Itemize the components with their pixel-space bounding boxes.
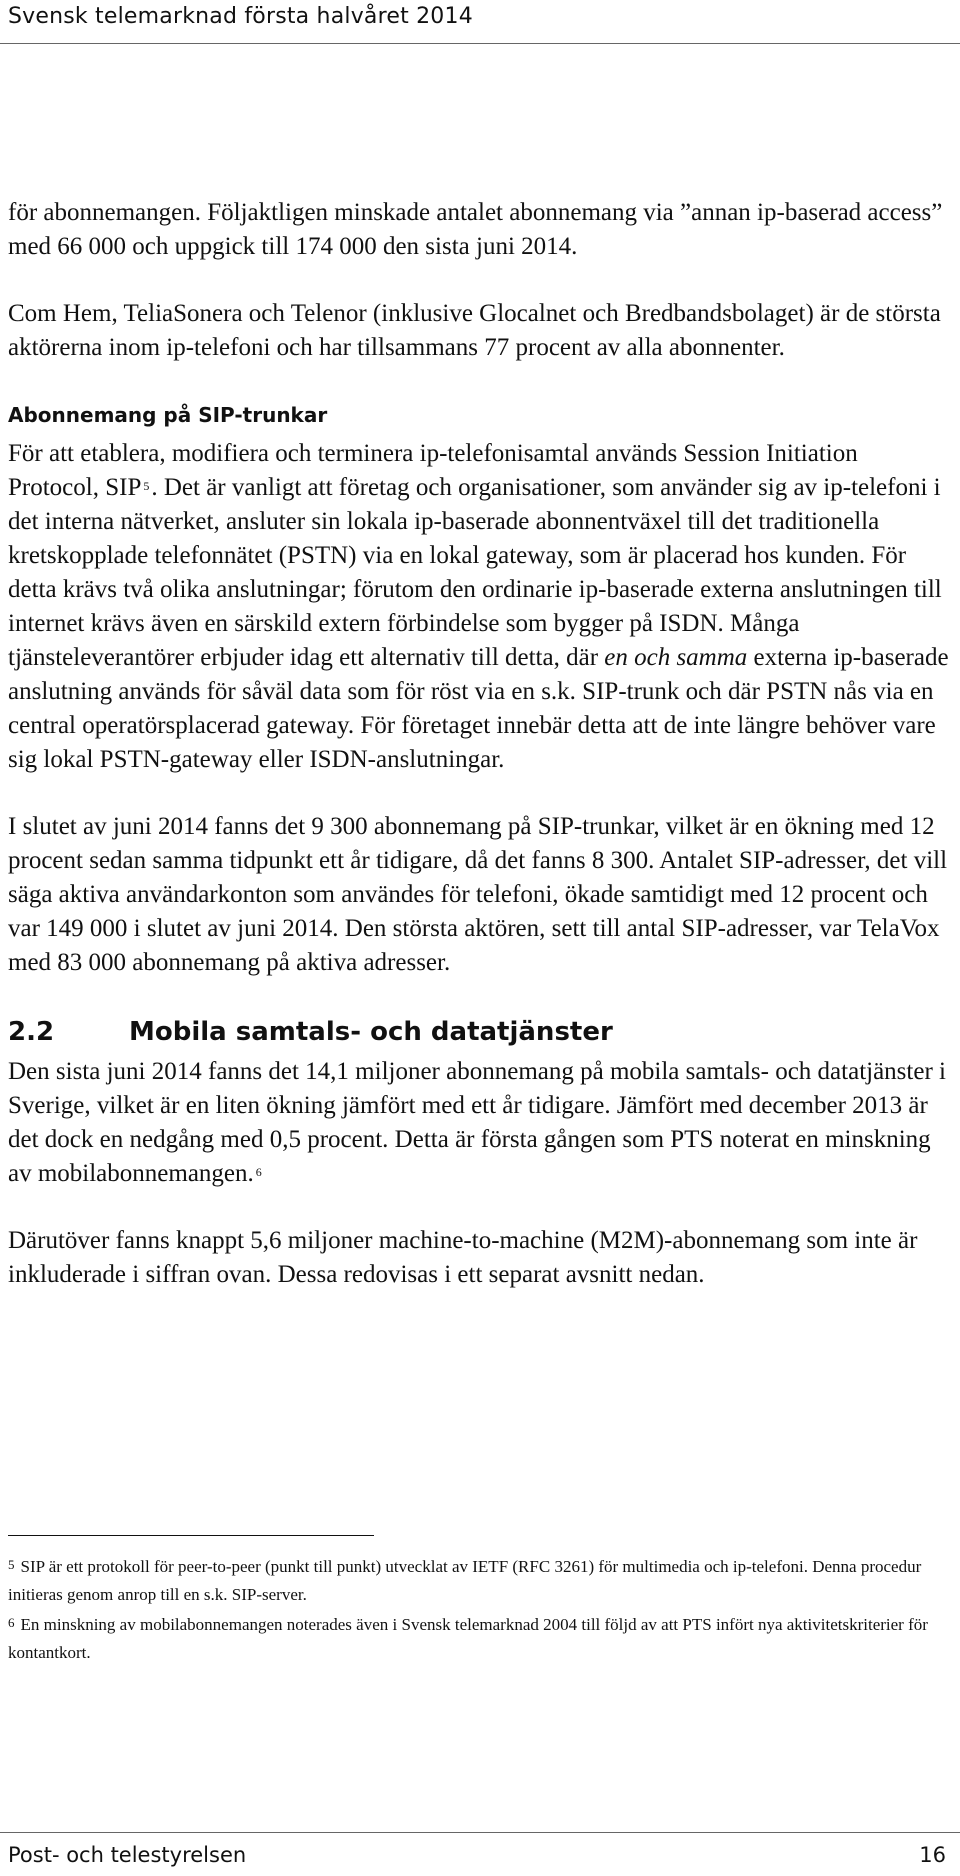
page-number: 16 <box>919 1843 946 1867</box>
paragraph-access-decline: för abonnemangen. Följaktligen minskade antalet abonnemang via ”annan ip-baserad access” med 66 000 och uppgick till 174 000 den sista juni 2014. <box>8 199 943 260</box>
document-title: Svensk telemarknad första halvåret 2014 <box>8 4 473 29</box>
sip-text-part-3: externa ip-baserade anslutning används för såväl data som för röst via en s.k. SIP-trunk och där PSTN nås via en central operatörsplacerad gateway. För företaget innebär detta att de inte längre behöver vare sig lokal PSTN-gateway eller ISDN-anslutningar. <box>8 644 949 773</box>
footnotes <box>8 1551 953 1667</box>
section-title: Mobila samtals- och datatjänster <box>129 1017 613 1047</box>
paragraph-sip-statistics: I slutet av juni 2014 fanns det 9 300 abonnemang på SIP-trunkar, vilket är en ökning med 12 procent sedan samma tidpunkt ett år tidigare, då det fanns 8 300. Antalet SIP-adresser, det vill säga aktiva användarkonton som användes för telefoni, ökade samtidigt med 12 procent och var 149 000 i slutet av juni 2014. Den största aktören, sett till antal SIP-adresser, var TelaVox med 83 000 abonnemang på aktiva adresser. <box>8 813 948 976</box>
footnote-text: En minskning av mobilabonnemangen noterades även i Svensk telemarknad 2004 till följd av att PTS infört nya aktivitetskriterier för kontantkort. <box>8 1615 928 1662</box>
footnote-mark: 6 <box>8 1615 15 1630</box>
emphasis-en-och-samma: en och samma <box>604 644 748 671</box>
footer-publisher: Post- och telestyrelsen <box>8 1843 247 1867</box>
paragraph-mobile-subscriptions <box>8 1055 953 1191</box>
footnote-ref-6[interactable]: 6 <box>255 1165 262 1179</box>
footnote-text: SIP är ett protokoll för peer-to-peer (punkt till punkt) utvecklat av IETF (RFC 3261) för multimedia och ip-telefoni. Denna procedur initieras genom anrop till en s.k. SIP-server. <box>8 1557 922 1604</box>
page-header <box>0 0 960 44</box>
subheading-sip-trunks: Abonnemang på SIP-trunkar <box>8 403 328 427</box>
footnote-5 <box>8 1551 953 1609</box>
footnote-mark: 5 <box>8 1557 15 1572</box>
page-footer <box>0 1832 960 1876</box>
mobile-text: Den sista juni 2014 fanns det 14,1 miljoner abonnemang på mobila samtals- och datatjänster i Sverige, vilket är en liten ökning jämfört med ett år tidigare. Jämfört med december 2013 är det dock en nedgång med 0,5 procent. Detta är första gången som PTS noterat en minskning av mobilabonnemangen. <box>8 1058 946 1187</box>
footnote-divider <box>8 1535 374 1536</box>
paragraph-sip-explanation <box>8 437 953 777</box>
footnote-ref-5[interactable]: 5 <box>143 479 150 493</box>
footnote-6 <box>8 1609 953 1667</box>
paragraph-m2m: Därutöver fanns knappt 5,6 miljoner machine-to-machine (M2M)-abonnemang som inte är inkluderade i siffran ovan. Dessa redovisas i ett separat avsnitt nedan. <box>8 1227 918 1288</box>
page-body <box>8 196 953 1325</box>
sip-text-part-1: För att etablera, modifiera och terminera ip-telefonisamtal används Session Initiation Protocol, SIP <box>8 440 858 501</box>
paragraph-largest-operators: Com Hem, TeliaSonera och Telenor (inklusive Glocalnet och Bredbandsbolaget) är de största aktörerna inom ip-telefoni och har tillsammans 77 procent av alla abonnenter. <box>8 300 941 361</box>
sip-text-part-2: . Det är vanligt att företag och organisationer, som använder sig av ip-telefoni i det interna nätverket, ansluter sin lokala ip-baserade abonnentväxel till det traditionella kretskopplade telefonnätet (PSTN) via en lokal gateway, som är placerad hos kunden. För detta krävs två olika anslutningar; förutom den ordinarie ip-baserade externa anslutningen till internet krävs även en särskild extern förbindelse som bygger på ISDN. Många tjänsteleverantörer erbjuder idag ett alternativ till detta, där <box>8 474 942 671</box>
section-number: 2.2 <box>8 1017 55 1047</box>
section-heading-mobile <box>8 1013 953 1051</box>
